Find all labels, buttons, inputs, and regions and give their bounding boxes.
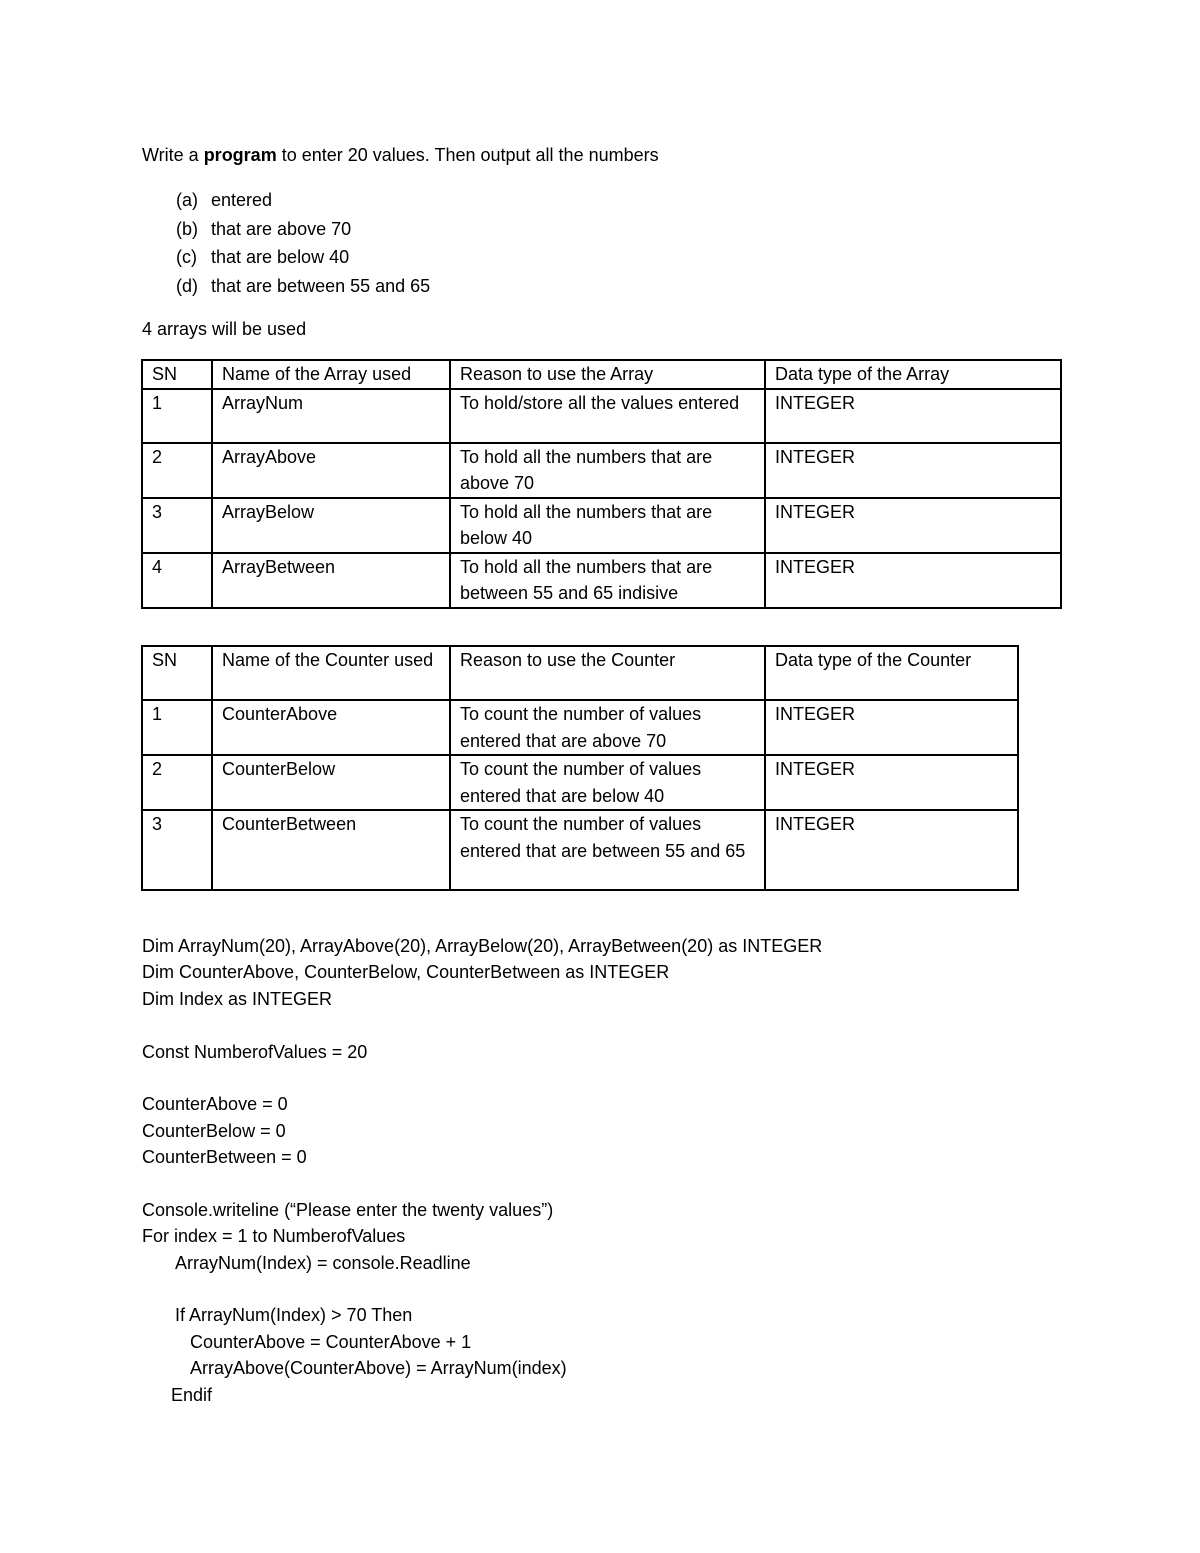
table-row: [142, 810, 1018, 890]
table-cell: CounterBetween: [212, 810, 450, 890]
table-cell: ArrayBelow: [212, 498, 450, 553]
table-cell: ArrayNum: [212, 389, 450, 443]
blank-line: [142, 1012, 822, 1038]
table-header-row: [142, 646, 1018, 700]
intro-bold-word: program: [203, 145, 277, 165]
pseudocode-block: [142, 933, 822, 1408]
header-cell: Reason to use the Counter: [450, 646, 765, 700]
code-line: CounterBetween = 0: [142, 1147, 307, 1168]
code-line: CounterAbove = 0: [142, 1094, 288, 1115]
code-line: ArrayAbove(CounterAbove) = ArrayNum(index): [190, 1358, 567, 1379]
table-row: [142, 498, 1061, 553]
table-cell: ArrayAbove: [212, 443, 450, 498]
code-line: Dim Index as INTEGER: [142, 988, 333, 1009]
requirements-list: [176, 186, 430, 300]
blank-line: [142, 1276, 822, 1302]
table-cell: CounterBelow: [212, 755, 450, 810]
intro-sentence: [142, 142, 659, 168]
table-cell: 1: [142, 700, 212, 755]
table-cell: To count the number of values entered that are below 40: [450, 755, 765, 810]
intro-text-end: to enter 20 values. Then output all the numbers: [276, 145, 659, 165]
code-line: CounterBelow = 0: [142, 1120, 286, 1141]
list-item: [176, 215, 430, 244]
code-line: Const NumberofValues = 20: [142, 1041, 368, 1062]
table-header-row: [142, 360, 1061, 389]
table-cell: INTEGER: [765, 755, 1018, 810]
code-line: Console.writeline (“Please enter the twenty values”): [142, 1199, 554, 1220]
table-cell: CounterAbove: [212, 700, 450, 755]
counters-table: [141, 645, 1019, 891]
table-cell: 1: [142, 389, 212, 443]
code-line: Endif: [171, 1384, 213, 1405]
code-line: If ArrayNum(Index) > 70 Then: [175, 1305, 413, 1326]
table-cell: 4: [142, 553, 212, 608]
table-row: [142, 443, 1061, 498]
table-cell: To hold/store all the values entered: [450, 389, 765, 443]
table-cell: To count the number of values entered that are above 70: [450, 700, 765, 755]
list-item-label: (a): [176, 190, 198, 210]
table-row: [142, 553, 1061, 608]
arrays-note: 4 arrays will be used: [142, 319, 307, 339]
list-item-text: that are between 55 and 65: [211, 275, 431, 296]
header-cell: Data type of the Counter: [765, 646, 1018, 700]
table-row: [142, 700, 1018, 755]
table-cell: 2: [142, 755, 212, 810]
intro-text-start: Write a: [142, 145, 204, 165]
header-cell: Name of the Array used: [212, 360, 450, 389]
table-cell: INTEGER: [765, 700, 1018, 755]
table-cell: INTEGER: [765, 389, 1061, 443]
table-row: [142, 389, 1061, 443]
table-row: [142, 755, 1018, 810]
list-item-text: that are below 40: [211, 247, 350, 267]
table-cell: INTEGER: [765, 443, 1061, 498]
table-cell: 3: [142, 810, 212, 890]
header-cell: Name of the Counter used: [212, 646, 450, 700]
header-cell: SN: [142, 360, 212, 389]
table-cell: ArrayBetween: [212, 553, 450, 608]
code-line: For index = 1 to NumberofValues: [142, 1226, 406, 1247]
table-cell: INTEGER: [765, 810, 1018, 890]
table-cell: To hold all the numbers that are below 40: [450, 498, 765, 553]
list-item-label: (b): [176, 218, 198, 239]
blank-line: [142, 1065, 822, 1091]
table-cell: To count the number of values entered that are between 55 and 65: [450, 810, 765, 890]
code-line: Dim CounterAbove, CounterBelow, CounterBetween as INTEGER: [142, 962, 670, 983]
table-cell: To hold all the numbers that are between 55 and 65 indisive: [450, 553, 765, 608]
list-item: [176, 272, 430, 301]
table-cell: INTEGER: [765, 553, 1061, 608]
table-cell: 3: [142, 498, 212, 553]
code-line: CounterAbove = CounterAbove + 1: [190, 1331, 472, 1352]
code-line: Dim ArrayNum(20), ArrayAbove(20), ArrayBelow(20), ArrayBetween(20) as INTEGER: [142, 936, 823, 956]
blank-line: [142, 1171, 822, 1197]
list-item: [176, 243, 430, 272]
header-cell: Reason to use the Array: [450, 360, 765, 389]
list-item: [176, 186, 430, 215]
arrays-table: [141, 359, 1062, 609]
list-item-label: (c): [176, 247, 197, 267]
table-cell: 2: [142, 443, 212, 498]
list-item-text: that are above 70: [211, 218, 352, 239]
table-cell: To hold all the numbers that are above 70: [450, 443, 765, 498]
list-item-label: (d): [176, 275, 198, 296]
table-cell: INTEGER: [765, 498, 1061, 553]
list-item-text: entered: [211, 190, 273, 210]
header-cell: SN: [142, 646, 212, 700]
code-line: ArrayNum(Index) = console.Readline: [175, 1252, 471, 1273]
header-cell: Data type of the Array: [765, 360, 1061, 389]
